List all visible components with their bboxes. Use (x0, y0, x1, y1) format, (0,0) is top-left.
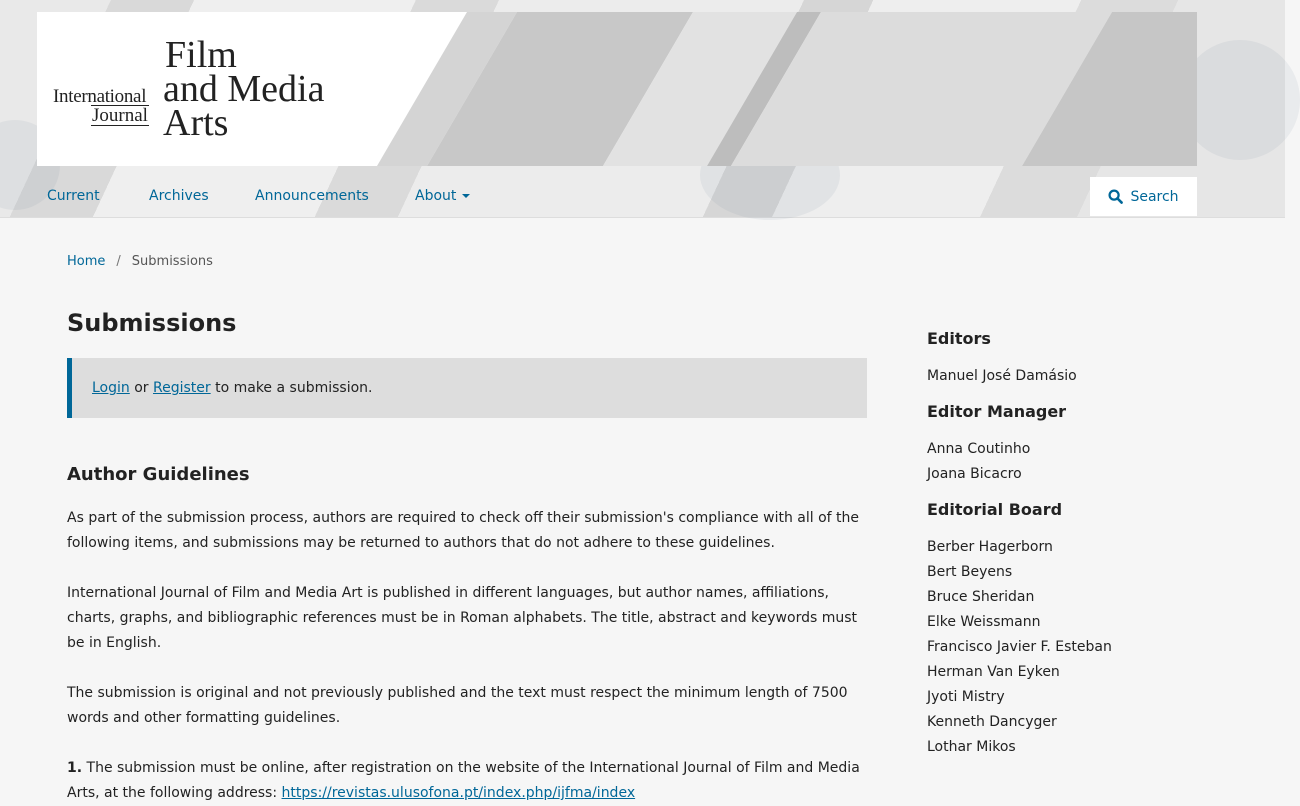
list-item: Bert Beyens (927, 564, 1013, 580)
submission-notice (67, 358, 867, 418)
list-item: Jyoti Mistry (927, 689, 1005, 705)
nav-archives[interactable]: Archives (149, 188, 209, 204)
breadcrumb-separator: / (116, 254, 121, 269)
register-link[interactable]: Register (153, 380, 211, 396)
nav-current[interactable]: Current (47, 188, 100, 204)
sidebar-heading-editor-manager: Editor Manager (927, 402, 1067, 421)
list-item: Manuel José Damásio (927, 368, 1077, 384)
guidelines-paragraph: The submission is original and not previously published and the text must respect the minimum length of 7500 words and other formatting guidelines. (67, 685, 848, 726)
logo-film: Film (165, 34, 237, 76)
sidebar-heading-editorial-board: Editorial Board (927, 500, 1063, 519)
nav-about-label: About (415, 188, 457, 204)
guidelines-paragraph: As part of the submission process, authors are required to check off their submission's compliance with all of the following items, and submissions may be returned to authors that do not adhere to these guidelines. (67, 510, 860, 551)
list-item: Kenneth Dancyger (927, 714, 1057, 730)
login-link[interactable]: Login (92, 380, 130, 396)
submission-url-link[interactable]: https://revistas.ulusofona.pt/index.php/ijfma/index (281, 785, 636, 801)
list-item: Elke Weissmann (927, 614, 1041, 630)
breadcrumb-home[interactable]: Home (67, 254, 106, 269)
notice-suffix: to make a submission. (210, 380, 373, 396)
notice-or: or (129, 380, 154, 396)
logo-arts: Arts (163, 102, 229, 144)
list-item: Anna Coutinho (927, 441, 1031, 457)
list-item: Bruce Sheridan (927, 589, 1035, 605)
editors-list (927, 364, 1227, 389)
list-item: Francisco Javier F. Esteban (927, 639, 1112, 655)
search-button[interactable] (1090, 177, 1197, 216)
breadcrumb-current: Submissions (131, 254, 213, 269)
main-content (67, 306, 867, 806)
logo-international: International (53, 86, 147, 107)
item-text: The submission must be online, after registration on the website of the International Journal of Film and Media Arts, at the following address: (67, 760, 860, 801)
journal-logo[interactable] (53, 36, 343, 146)
list-item: Herman Van Eyken (927, 664, 1060, 680)
guidelines-paragraph: International Journal of Film and Media Art is published in different languages, but author names, affiliations, charts, graphs, and bibliographic references must be in Roman alphabets. The title, abstract and keywords must be in English. (67, 585, 858, 651)
guidelines-item-1 (67, 756, 867, 806)
sidebar-heading-editors: Editors (927, 329, 991, 348)
list-item: Berber Hagerborn (927, 539, 1053, 555)
list-item: Joana Bicacro (927, 466, 1022, 482)
nav-announcements[interactable]: Announcements (255, 188, 369, 204)
item-number: 1. (67, 760, 83, 776)
journal-banner[interactable] (37, 12, 1197, 166)
editorial-board-list (927, 535, 1227, 760)
page-title: Submissions (67, 309, 237, 337)
breadcrumb (67, 254, 213, 269)
author-guidelines-heading: Author Guidelines (67, 464, 250, 485)
logo-journal: Journal (92, 105, 148, 126)
list-item: Lothar Mikos (927, 739, 1016, 755)
sidebar (927, 326, 1227, 770)
search-icon (1108, 189, 1123, 204)
search-label: Search (1130, 188, 1179, 205)
caret-down-icon (462, 194, 470, 198)
editor-manager-list (927, 437, 1227, 487)
logo-and-media: and Media (163, 68, 325, 110)
nav-about[interactable] (415, 174, 470, 218)
